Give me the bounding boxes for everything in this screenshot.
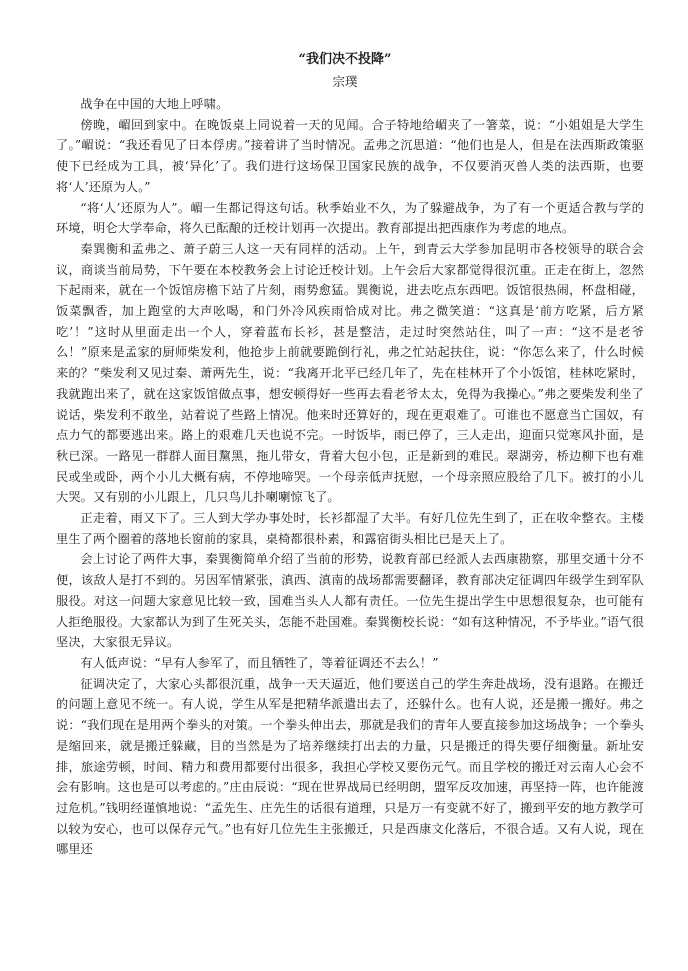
paragraph-5: 正走着，雨又下了。三人到大学办事处时，长衫都湿了大半。有好几位先生到了，正在收伞整衣。主楼里生了两个圈着的落地长窗前的家具，桌椅都很朴素，和露宿街头相比已是天上了。 (56, 511, 644, 546)
paragraph-6: 会上讨论了两件大事，秦巽衡简单介绍了当前的形势，说教育部已经派人去西康勘察，那里交通十分不便，该敌人是打不到的。另因军情紧张，滇西、滇南的战场都需要翻译，教育部决定征调四年级学生到军队服役。对这一问题大家意见比较一致，国难当头人人都有责任。一位先生提出学生中思想很复杂，也可能有人拒绝服役。大家都认为到了生死关头，怎能不赴国难。秦巽衡校长说：“如有这种情况，不予毕业。”语气很坚决，大家很无异议。 (56, 552, 644, 650)
paragraph-1: 战争在中国的大地上呼啸。 (80, 97, 229, 111)
paragraph-8: 征调决定了，大家心头都很沉重，战争一天天逼近，他们要送自己的学生奔赴战场，没有退路。在搬迁的问题上意见不统一。有人说，学生从军是把精华派遣出去了，还躲什么。也有人说，还是搬一搬好。弗之说：“我们现在是用两个拳头的对策。一个拳头伸出去，那就是我们的青年人要直接参加这场战争；一个拳头是缩回来，就是搬迁躲藏，目的当然是为了培养继续打出去的力量，只是搬迁的得失要仔细衡量。新址安排，旅途劳顿，时间、精力和费用都要付出很多，我担心学校又要伤元气。而且学校的搬迁对云南人心会不会有影响。这也是可以考虑的。”庄由辰说：“现在世界战局已经明朗，盟军反攻加速，再坚持一阵，也许能渡过危机。”钱明经谨慎地说：“孟先生、庄先生的话很有道理，只是万一有变就不好了，搬到平安的地方教学可以较为安心，也可以保存元气。”也有好几位先生主张搬迁，只是西康文化落后，不很合适。又有人说，现在哪里还 (56, 676, 644, 857)
article-title: “我们决不投降” (298, 52, 392, 67)
paragraph-2: 傍晚，嵋回到家中。在晚饭桌上同说着一天的见闻。合子特地给嵋夹了一箸菜，说：“小姐姐是大学生了。”嵋说：“我还看见了日本俘虏。”接着讲了当时情况。孟弗之沉思道：“他们也是人，但是在法西斯政策驱使下已经成为工具，被‘异化’了。我们进行这场保卫国家民族的战争，不仅要消灭兽人类的法西斯，也要将‘人’还原为人。” (56, 117, 644, 194)
paragraph-3: “将‘人’还原为人”。嵋一生都记得这句话。秋季始业不久，为了躲避战争，为了有一个更适合教与学的环境，明仑大学奉命，将久已酝酿的迁校计划再一次提出。教育部提出把西康作为考虑的地点。 (56, 200, 644, 236)
paragraph-7: 有人低声说：“早有人参军了，而且牺牲了，等着征调还不去么！” (80, 655, 439, 670)
article-author: 宗璞 (332, 74, 358, 89)
paragraph-4: 秦巽衡和孟弗之、萧子蔚三人这一天有同样的活动。上午，到青云大学参加昆明市各校领导的联合会议，商谈当前局势，下午要在本校教务会上讨论迁校计划。上午会后大家都觉得很沉重。正走在街上，忽然下起雨来，就在一个饭馆房檐下站了片刻，雨势愈猛。巽衡说，进去吃点东西吧。饭馆很热闹，杯盘相碰，饭菜飘香，加上跑堂的大声吆喝，和门外冷风疾雨恰成对比。弗之微笑道：“这真是‘前方吃紧，后方紧吃’！”这时从里面走出一个人，穿着蓝布长衫，甚是整洁，走过时突然站住，叫了一声：“这不是老爷么！”原来是孟家的厨师柴发利，他抢步上前就要跪倒行礼，弗之忙站起扶住，说：“你怎么来了，什么时候来的？”柴发利又见过秦、萧两先生，说：“我离开北平已经几年了，先在桂林开了个小饭馆，桂林吃紧时，我就跑出来了，就在这家饭馆做点事，想安顿得好一些再去看老爷太太，免得为我操心。”弗之要柴发利坐了说话，柴发利不敢坐，站着说了些路上情况。他来时还算好的，现在更艰难了。可谁也不愿意当亡国奴，有点力气的都要逃出来。路上的艰难几天也说不完。一时饭毕，雨已停了，三人走出，迎面只觉寒风扑面，是秋已深。一路见一群群人面目黧黑，拖儿带女，背着大包小包，正是新到的难民。翠湖旁，桥边柳下也有难民或坐或卧，两个小儿大概有病，不停地啼哭。一个母亲低声抚慰，一个母亲照应股给了几下。被打的小儿大哭。又有别的小儿跟上，几只鸟儿扑喇喇惊飞了。 (56, 241, 644, 505)
